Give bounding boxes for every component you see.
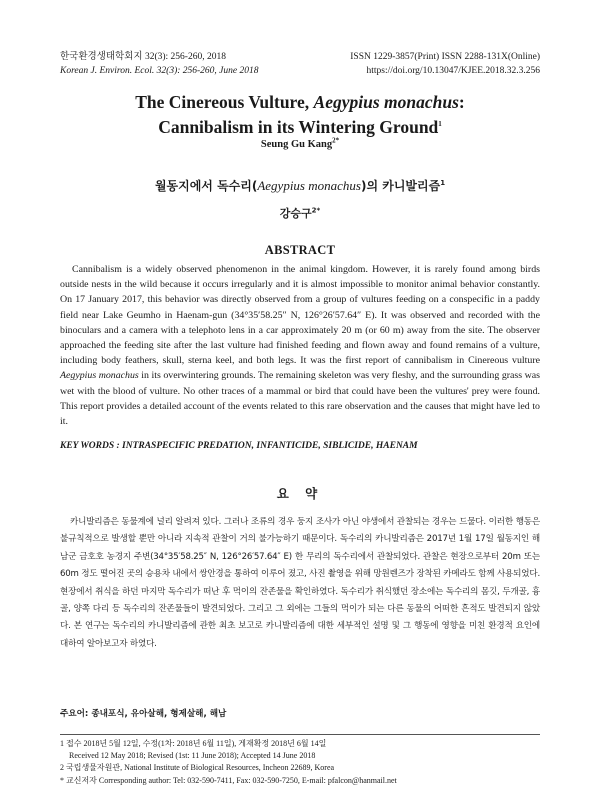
paper-title (40, 90, 560, 140)
title-footnote-mark: 1 (438, 120, 442, 129)
korean-title-species: Aegypius monachus (257, 178, 361, 193)
footnote-1-dates-korean: 1 접수 2018년 5월 12일, 수정(1차: 2018년 6월 11일), 게재확정 2018년 6월 14일 (60, 739, 327, 748)
journal-header-left (60, 50, 259, 78)
korean-author-footnote-mark: 2* (311, 206, 321, 215)
abstract-heading: ABSTRACT (264, 243, 336, 257)
abstract-body (60, 262, 540, 429)
korean-keywords: 주요어: 종내포식, 유아살해, 형제살해, 해남 (60, 709, 227, 719)
korean-title (0, 177, 600, 194)
korean-abstract-body: 카니발리즘은 동물계에 널리 알려져 있다. 그러나 조류의 경우 둥지 조사가 아닌 야생에서 관찰되는 경우는 드물다. 이러한 행동은 불규칙적으로 발생할 뿐만 아니라 지속적 관찰이 거의 불가능하기 때문이다. 독수리의 카니발리즘은 2017년 1월 17일 월동지인 해남군 금호호 농경지 주변(34°35′58.25″ N, 126°26′57.64″ E) 한 무리의 독수리에서 관찰되었다. 관찰은 현장으로부터 20m 또는 60m 정도 떨어진 곳의 승용차 내에서 쌍안경을 통하여 이루어 졌고, 사진 촬영을 위해 망원렌즈가 장착된 카메라도 함께 사용되었다. 현장에서 취식을 하던 마지막 독수리가 떠난 후 먹이의 잔존물을 확인하였다. 독수리가 취식했던 장소에는 독수리의 몸깃, 두개골, 흉골, 양쪽 다리 등 독수리의 잔존물들이 발견되었다. 그리고 그 외에는 그들의 먹이가 되는 다른 동물의 어떠한 흔적도 발견되지 않았다. 본 연구는 독수리의 카니발리즘에 관한 최초 보고로 카니발리즘에 대한 세부적인 설명 및 그 행동에 영향을 미친 환경적 요인에 대하여 알아보고자 하였다. (60, 517, 540, 649)
abstract-species: Aegypius monachus (60, 370, 139, 382)
korean-title-pre: 월동지에서 독수리( (154, 179, 258, 193)
title-subtitle: Cannibalism in its Wintering Ground (158, 117, 439, 137)
korean-title-footnote-mark: 1 (440, 179, 446, 187)
footnote-divider (60, 734, 540, 735)
korean-author-name: 강승구 (279, 207, 312, 220)
author-name: Seung Gu Kang (260, 139, 333, 150)
journal-header-right (350, 50, 540, 78)
author-footnote-mark: 2* (332, 136, 340, 145)
abstract-text-part1: Cannibalism is a widely observed phenomenon in the animal kingdom. However, it is rarely found among birds outside nests in the wild because it occurs irregularly and it is almost impossible to monitor animal behavior constantly. On 17 January 2017, this behavior was directly observed from a group of vultures feeding on a conspecific in a paddy field near Lake Geumho in Haenam-gun (34°35′58.25″ N, 126°26′57.64″ E). It was observed and recorded with the binoculars and a camera with a telephoto lens in a car approximately 20 m (or 60 m) away from the site. The observer approached the feeding site after the last vulture had finished feeding and flown away and found remains of a vulture, including body feathers, skull, sterna keel, and both legs. It was the first report of cannibalism in Cinereous vulture (60, 264, 540, 367)
author-line (0, 136, 600, 150)
korean-title-post: )의 카니발리즘 (360, 179, 441, 193)
issn-line: ISSN 1229-3857(Print) ISSN 2288-131X(Online) (350, 52, 540, 62)
keywords: KEY WORDS : INTRASPECIFIC PREDATION, INFANTICIDE, SIBLICIDE, HAENAM (60, 441, 418, 451)
footnote-1-dates-english: Received 12 May 2018; Revised (1st: 11 June 2018); Accepted 14 June 2018 (69, 751, 316, 761)
abstract-text-part2: in its overwintering grounds. The remaining skeleton was very fleshy, and the surrounding grass was wet with the blood of vulture. No other traces of a mammal or bird that could have been the vultures' prey were found. This report provides a detailed account of the events related to this rare observation and the causes that might have led to it. (60, 370, 540, 428)
doi-link[interactable]: https://doi.org/10.13047/KJEE.2018.32.3.256 (366, 66, 540, 76)
title-text: The Cinereous Vulture, (135, 92, 314, 112)
footnotes (60, 738, 550, 787)
korean-abstract-heading: 요 약 (276, 486, 324, 501)
journal-citation-korean: 한국환경생태학회지 32(3): 256-260, 2018 (60, 52, 226, 62)
footnote-2-affiliation: 2 국립생물자원관, National Institute of Biological Resources, Incheon 22689, Korea (60, 763, 335, 773)
title-species: Aegypius monachus (313, 92, 459, 112)
journal-citation-english: Korean J. Environ. Ecol. 32(3): 256-260, June 2018 (60, 66, 259, 76)
footnote-corresponding-author: * 교신저자 Corresponding author: Tel: 032-590-7411, Fax: 032-590-7250, E-mail: pfalcon@hanmail.net (60, 775, 397, 785)
korean-author-line (0, 205, 600, 221)
title-colon: : (458, 92, 465, 112)
